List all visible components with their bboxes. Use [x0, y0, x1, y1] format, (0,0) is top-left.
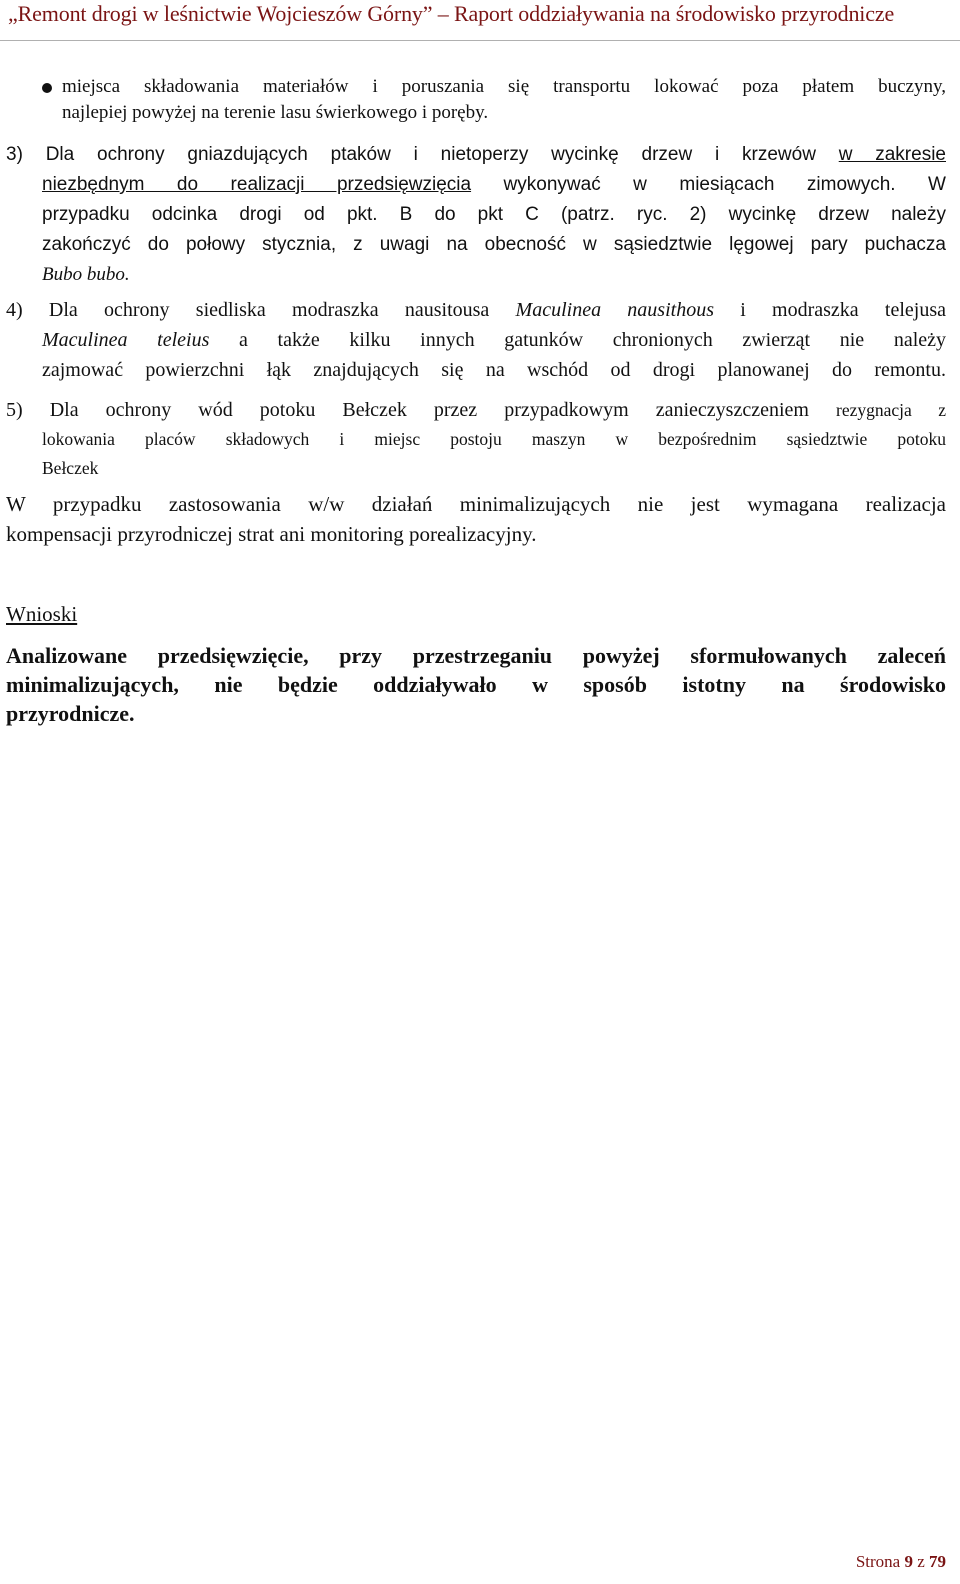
paragraph-item-5	[6, 396, 946, 483]
total-pages: 79	[929, 1552, 946, 1571]
summary-paragraph	[6, 489, 946, 549]
item4-line-2: Maculinea teleius a także kilku innych gatunków chronionych zwierząt nie należy	[42, 329, 947, 351]
paragraph-item-3	[6, 140, 946, 290]
bullet-line: najlepiej powyżej na terenie lasu świerkowego i poręby.	[62, 102, 489, 123]
item3-line-4: zakończyć do połowy stycznia, z uwagi na obecność w sąsiedztwie lęgowej pary puchacza	[42, 234, 946, 255]
item5-line-2: lokowania placów składowych i miejsc postoju maszyn w bezpośrednim sąsiedztwie potoku	[42, 429, 946, 449]
header-title: „Remont drogi w leśnictwie Wojcieszów Górny” – Raport oddziaływania na środowisko przyrodnicze	[8, 1, 895, 26]
item3-line-3: przypadku odcinka drogi od pkt. B do pkt C (patrz. ryc. 2) wycinkę drzew należy	[42, 204, 946, 225]
summary-line: W przypadku zastosowania w/w działań minimalizujących nie jest wymagana realizacja	[6, 492, 946, 516]
page-label: Strona	[855, 1552, 901, 1571]
summary-line: kompensacji przyrodniczej strat ani monitoring porealizacyjny.	[6, 522, 537, 546]
conclusions-line: minimalizujących, nie będzie oddziaływało w sposób istotny na środowisko	[6, 672, 946, 697]
conclusions-line: przyrodnicze.	[6, 701, 135, 726]
bullet-paragraph	[62, 74, 946, 126]
item3-line-2: niezbędnym do realizacji przedsięwzięcia wykonywać w miesiącach zimowych. W	[42, 174, 946, 195]
item4-line-1: 4) Dla ochrony siedliska modraszka nausitousa Maculinea nausithous i modraszka telejusa	[6, 299, 946, 321]
item3-line-5: Bubo bubo.	[42, 264, 130, 285]
paragraph-item-4	[6, 295, 946, 385]
page-header	[0, 0, 960, 41]
item4-line-3: zajmować powierzchni łąk znajdujących się na wschód od drogi planowanej do remontu.	[42, 359, 946, 381]
item5-line-1: 5) Dla ochrony wód potoku Bełczek przez przypadkowym zanieczyszczeniem rezygnacja z	[6, 399, 947, 421]
bullet-icon	[42, 83, 52, 93]
item5-line-3: Bełczek	[42, 458, 99, 478]
item3-line-1: 3) Dla ochrony gniazdujących ptaków i nietoperzy wycinkę drzew i krzewów w zakresie	[6, 144, 946, 165]
conclusions-heading: Wnioski	[6, 602, 78, 626]
page-of: z	[917, 1552, 925, 1571]
page-number	[856, 1552, 946, 1572]
current-page: 9	[904, 1552, 913, 1571]
conclusions-line: Analizowane przedsięwzięcie, przy przestrzeganiu powyżej sformułowanych zaleceń	[6, 643, 946, 668]
conclusions-paragraph	[6, 641, 946, 728]
bullet-line: miejsca składowania materiałów i poruszania się transportu lokować poza płatem buczyny,	[62, 76, 946, 97]
